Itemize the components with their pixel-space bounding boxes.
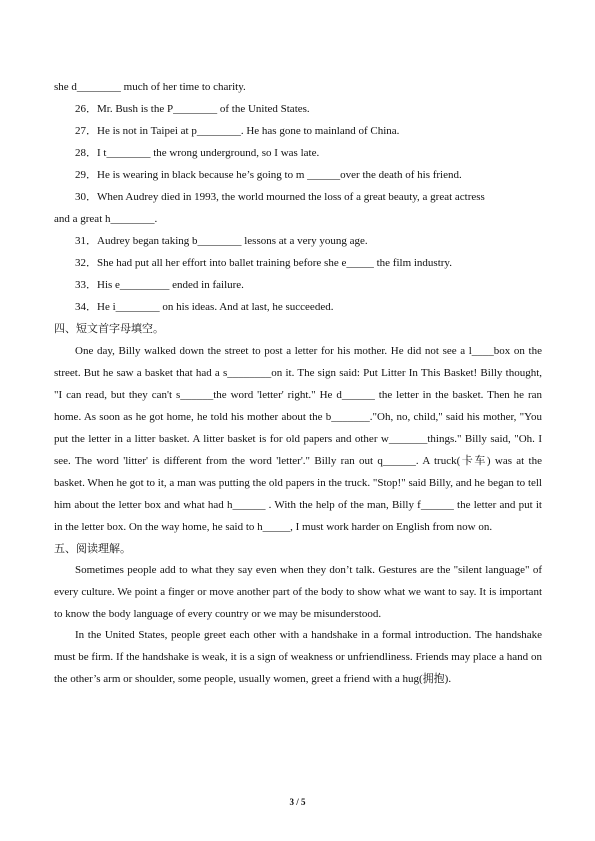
exercise-line-28: 28．I t________ the wrong underground, so I was late. — [75, 147, 320, 159]
section-heading-reading: 五、阅读理解。 — [54, 543, 131, 555]
document-page — [54, 76, 542, 691]
exercise-line-29: 29．He is wearing in black because he’s going to m ______over the death of his friend. — [75, 169, 462, 181]
cloze-passage: One day, Billy walked down the street to post a letter for his mother. He did not see a l____box on the street. But he saw a basket that had a s________on it. The sign said: Put Litter In This Basket! Billy thought, "I can read, but they can't s______the word 'letter' right." He d______ the letter in the basket. Then he ran home. As soon as he got home, he told his mother about the b_______."Oh, no, child," said his mother, "You put the letter in a litter basket. A litter basket is for old papers and other w_______things." Billy said, "Oh. I see. The word 'litter' is different from the word 'letter'." Billy ran out q______. A truck(卡车) was at the basket. When he got to it, a man was putting the old papers in the truck. "Stop!" said Billy, and he began to tell him about the letter box and what had h______ . With the help of the man, Billy f______ the letter and put it in the letter box. On the way home, he said to h_____, I must work harder on English from now on. — [54, 345, 542, 533]
page-number: 3 / 5 — [289, 797, 306, 807]
exercise-line-32: 32．She had put all her effort into ballet training before she e_____ the film industry. — [75, 257, 452, 269]
exercise-line-31: 31．Audrey began taking b________ lessons at a very young age. — [75, 235, 368, 247]
reading-paragraph-1: Sometimes people add to what they say even when they don’t talk. Gestures are the "silent language" of every culture. We point a finger or move another part of the body to show what we want to say. It is important to know the body language of every country or we may be misunderstood. — [54, 564, 542, 620]
exercise-line-27: 27．He is not in Taipei at p________. He has gone to mainland of China. — [75, 125, 400, 137]
exercise-line-33: 33．His e_________ ended in failure. — [75, 279, 244, 291]
exercise-line-30-continued: and a great h________. — [54, 213, 158, 225]
exercise-line-25-continued: she d________ much of her time to charity. — [54, 81, 246, 93]
exercise-line-30: 30．When Audrey died in 1993, the world mourned the loss of a great beauty, a great actress — [75, 191, 485, 203]
exercise-line-34: 34．He i________ on his ideas. And at last, he succeeded. — [75, 301, 334, 313]
section-heading-cloze: 四、短文首字母填空。 — [54, 323, 164, 335]
reading-paragraph-2: In the United States, people greet each other with a handshake in a formal introduction. The handshake must be firm. If the handshake is weak, it is a sign of weakness or unfriendliness. Friends may place a hand on the other’s arm or shoulder, some people, usually women, greet a friend with a hug(拥抱). — [54, 629, 542, 685]
exercise-line-26: 26．Mr. Bush is the P________ of the United States. — [75, 103, 310, 115]
